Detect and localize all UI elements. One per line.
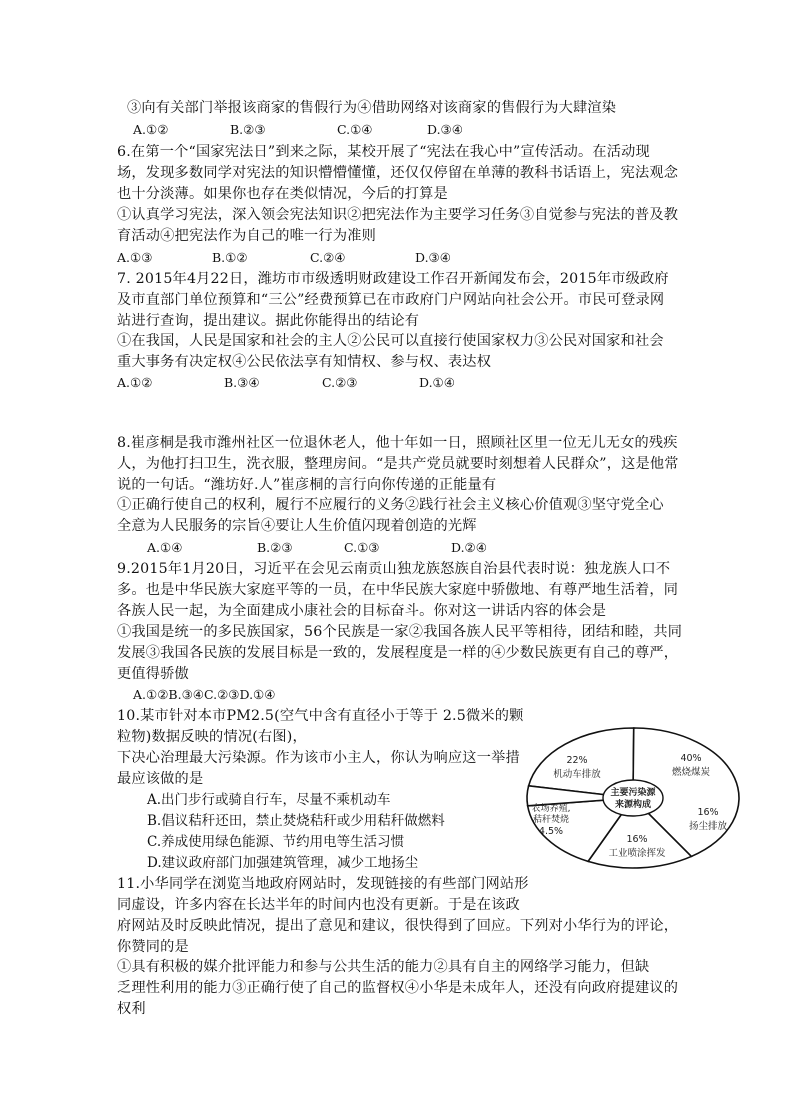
pie-slice-percent: 22% — [566, 755, 588, 766]
pie-svg — [525, 725, 743, 870]
q6-option-a: A.①③ — [117, 250, 153, 265]
pie-slice-label: 农场养殖, — [531, 804, 571, 814]
q9-options: A.①②B.③④C.②③D.①④ — [133, 687, 276, 702]
q10-choice-c: C.养成使用绿色能源、节约用电等生活习惯 — [147, 834, 405, 850]
q8-option-a: A.①④ — [147, 540, 183, 555]
q7-line: 及市直部门单位预算和“三公”经费预算已在市政府门户网站向社会公开。市民可登录网 — [117, 292, 665, 308]
pie-center-ellipse — [603, 780, 663, 816]
q6-line: 育活动④把宪法作为自己的唯一行为准则 — [117, 228, 376, 244]
q7-option-a: A.①② — [117, 375, 153, 390]
q11-line: 乏理性利用的能力③正确行使了自己的监督权④小华是未成年人，还没有向政府提建议的 — [117, 980, 679, 996]
q7-option-c: C.②③ — [322, 375, 358, 390]
q10-choice-b: B.倡议秸秆还田，禁止焚烧秸秆或少用秸秆做燃料 — [147, 813, 445, 829]
q6-option-d: D.③④ — [415, 250, 451, 265]
q11-line: 府网站及时反映此情况，提出了意见和建议，很快得到了回应。下列对小华行为的评论， — [117, 918, 679, 934]
q7-line: ①在我国，人民是国家和社会的主人②公民可以直接行使国家权力③公民对国家和社会 — [117, 333, 664, 349]
q8-line: 说的一句话。“潍坊好.人”崔彦桐的言行向你传递的正能量有 — [117, 477, 497, 493]
q9-line: ①我国是统一的多民族国家，56个民族是一家②我国各族人民平等相待，团结和睦，共同 — [117, 624, 683, 640]
q8-line: 全意为人民服务的宗旨④要让人生价值闪现着创造的光辉 — [117, 518, 477, 534]
q6-option-b: B.①② — [212, 250, 248, 265]
pie-slice-percent: 16% — [697, 807, 719, 818]
q8-option-b: B.②③ — [257, 540, 293, 555]
q9-line: 更值得骄傲 — [117, 666, 189, 682]
pie-slice-label: 秸秆焚烧 — [532, 815, 570, 825]
q6-line: 也十分淡薄。如果你也存在类似情况，今后的打算是 — [117, 186, 448, 202]
pie-center-label: 来源构成 — [614, 800, 652, 810]
q6-line: 场，发现多数同学对宪法的知识懵懵懂懂，还仅仅停留在单薄的教科书话语上，宪法观念 — [117, 165, 679, 181]
q8-line: 8.崔彦桐是我市潍州社区一位退休老人，他十年如一日，照顾社区里一位无儿无女的残疾 — [117, 435, 678, 451]
q8-option-c: C.①③ — [344, 540, 380, 555]
pollution-pie-chart — [525, 725, 743, 870]
q9-line: 各族人民一起，为全面建成小康社会的目标奋斗。你对这一讲话内容的体会是 — [117, 603, 607, 619]
q7-line: 7. 2015年4月22日，潍坊市市级透明财政建设工作召开新闻发布会，2015年市级政府 — [117, 271, 669, 287]
q11-line: 同虚设，许多内容在长达半年的时间内也没有更新。于是在该政 — [117, 897, 520, 913]
pie-slice-label: 燃烧煤炭 — [671, 767, 711, 778]
pie-center-label: 主要污染源 — [610, 788, 656, 798]
q7-option-b: B.③④ — [224, 375, 260, 390]
q11-line: 11.小华同学在浏览当地政府网站时，发现链接的有些部门网站形 — [117, 876, 529, 892]
q11-line: 你赞同的是 — [117, 939, 189, 955]
q9-line: 发展③我国各民族的发展目标是一致的，发展程度是一样的④少数民族更有自己的尊严， — [117, 645, 679, 661]
pie-slice-percent: 40% — [680, 753, 702, 764]
q10-choice-a: A.出门步行或骑自行车，尽量不乘机动车 — [147, 792, 391, 808]
pie-slice-label: 扬尘排放 — [688, 821, 728, 832]
q6-option-c: C.②④ — [310, 250, 346, 265]
q8-option-d: D.②④ — [451, 540, 487, 555]
q11-line: ①具有积极的媒介批评能力和参与公共生活的能力②具有自主的网络学习能力，但缺 — [117, 959, 650, 975]
pie-slice-label: 机动车排放 — [553, 769, 601, 780]
q6-line: 6.在第一个“国家宪法日”到来之际，某校开展了“宪法在我心中”宣传活动。在活动现 — [117, 144, 650, 160]
q11-line: 权利 — [117, 1001, 146, 1017]
pie-slice-label: 工业喷涂挥发 — [608, 848, 666, 859]
pie-slice-percent: 4.5% — [538, 826, 564, 837]
q5-statement-line: ③向有关部门举报该商家的售假行为④借助网络对该商家的售假行为大肆渲染 — [127, 100, 617, 116]
q6-line: ①认真学习宪法，深入领会宪法知识②把宪法作为主要学习任务③自觉参与宪法的普及教 — [117, 207, 679, 223]
q8-line: ①正确行使自己的权利，履行不应履行的义务②践行社会主义核心价值观③坚守党全心 — [117, 497, 664, 513]
q7-line: 站进行查询，提出建议。据此你能得出的结论有 — [117, 313, 420, 329]
pie-slice-percent: 16% — [626, 834, 648, 845]
q5-option-a: A.①② — [133, 122, 169, 137]
q9-line: 多。也是中华民族大家庭平等的一员，在中华民族大家庭中骄傲地、有尊严地生活着，同 — [117, 582, 679, 598]
q10-line: 粒物)数据反映的情况(右图)， — [117, 729, 307, 745]
q7-line: 重大事务有决定权④公民依法享有知情权、参与权、表达权 — [117, 354, 492, 370]
q9-line: 9.2015年1月20日，习近平在会见云南贡山独龙族怒族自治县代表时说：独龙族人口不 — [117, 561, 671, 577]
q10-line: 10.某市针对本市PM2.5(空气中含有直径小于等于 2.5微米的颗 — [117, 708, 524, 724]
q5-option-b: B.②③ — [230, 122, 266, 137]
q8-line: 人，为他打扫卫生，洗衣服，整理房间。“是共产党员就要时刻想着人民群众”，这是他常 — [117, 456, 679, 472]
q10-line: 最应该做的是 — [117, 771, 204, 787]
q10-line: 下决心治理最大污染源。作为该市小主人，你认为响应这一举措 — [117, 750, 520, 766]
q10-choice-d: D.建议政府部门加强建筑管理，减少工地扬尘 — [147, 855, 419, 871]
q5-option-d: D.③④ — [427, 122, 463, 137]
q7-option-d: D.①④ — [419, 375, 455, 390]
q5-option-c: C.①④ — [337, 122, 373, 137]
